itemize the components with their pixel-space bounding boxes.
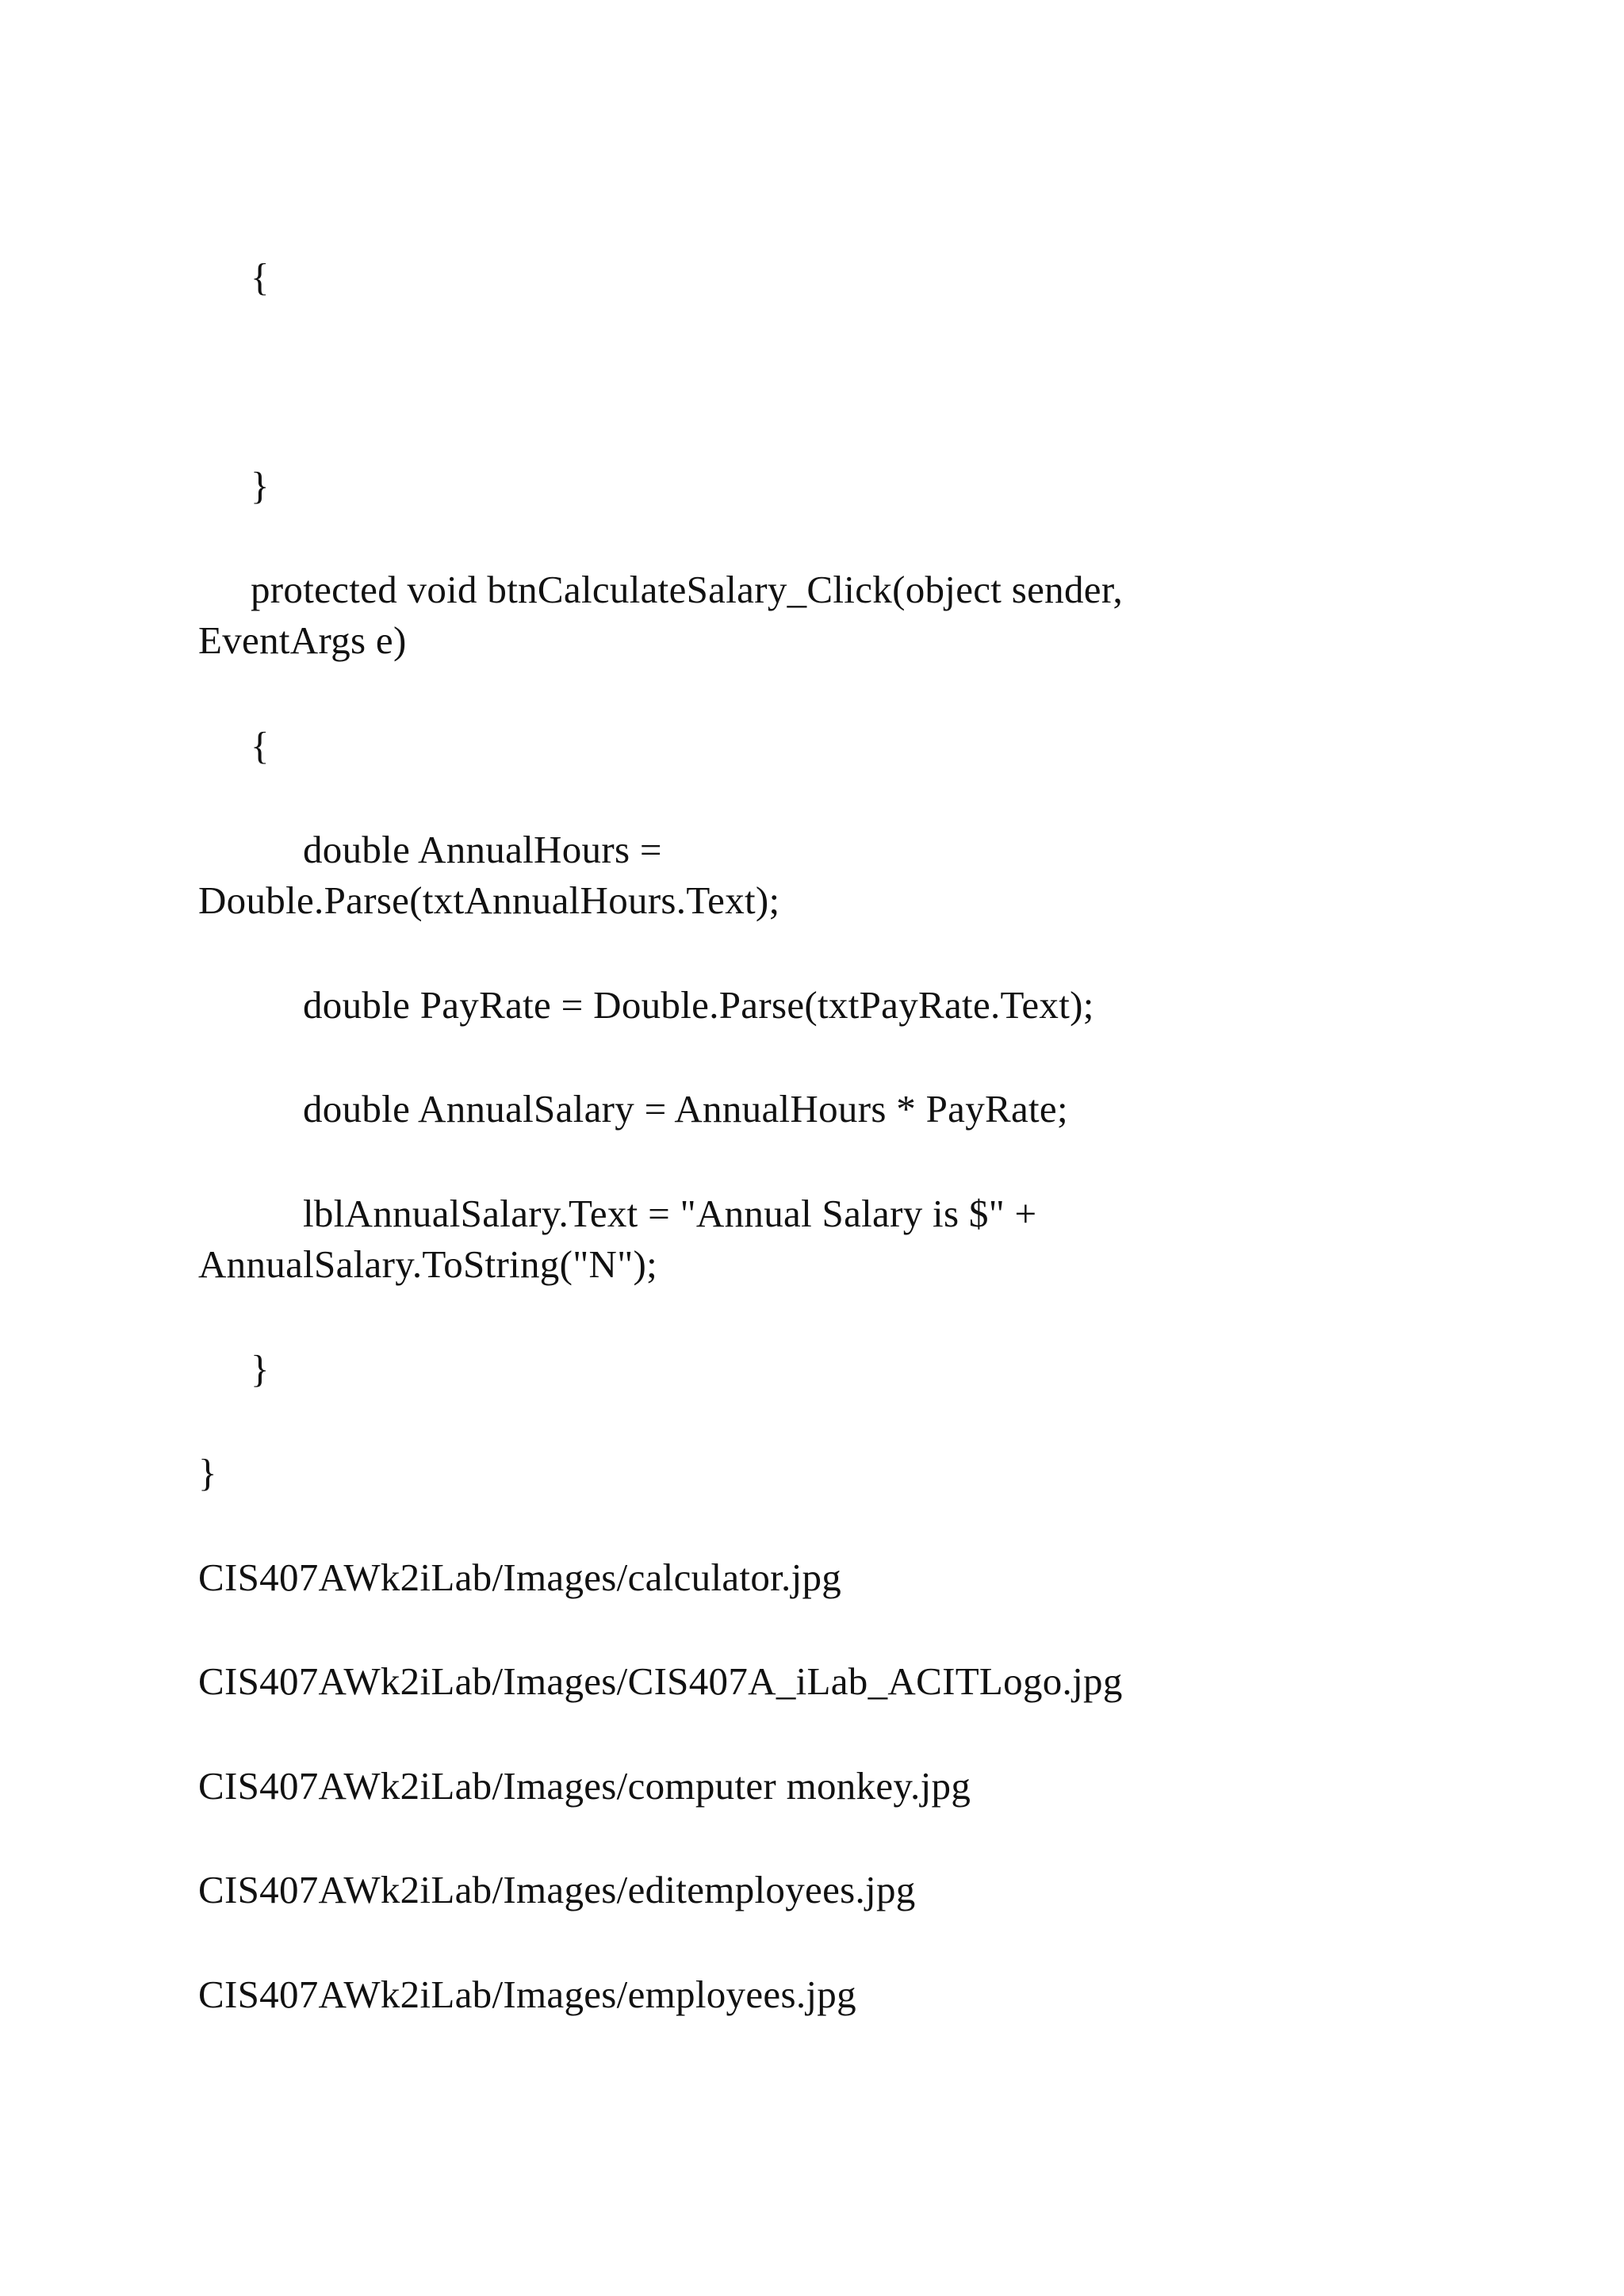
code-pay-rate: double PayRate = Double.Parse(txtPayRate.Text);	[303, 983, 1094, 1027]
code-close-brace-3: }	[198, 1451, 217, 1494]
code-label-line2: AnnualSalary.ToString("N");	[198, 1242, 658, 1286]
file-path-computer-monkey: CIS407AWk2iLab/Images/computer monkey.jpg	[198, 1764, 971, 1808]
code-close-brace-2: }	[251, 1347, 270, 1391]
code-label-line1: lblAnnualSalary.Text = "Annual Salary is $" +	[303, 1192, 1037, 1235]
code-annual-hours-line1: double AnnualHours =	[303, 828, 662, 871]
code-method-signature-line1: protected void btnCalculateSalary_Click(object sender,	[251, 568, 1124, 611]
code-open-brace-1: {	[251, 255, 270, 299]
code-annual-hours-line2: Double.Parse(txtAnnualHours.Text);	[198, 878, 780, 922]
code-close-brace-1: }	[251, 464, 270, 507]
file-path-editemployees: CIS407AWk2iLab/Images/editemployees.jpg	[198, 1868, 916, 1911]
file-path-employees: CIS407AWk2iLab/Images/employees.jpg	[198, 1973, 856, 2016]
code-method-signature-line2: EventArgs e)	[198, 618, 407, 662]
code-open-brace-2: {	[251, 724, 270, 767]
file-path-acit-logo: CIS407AWk2iLab/Images/CIS407A_iLab_ACITLogo.jpg	[198, 1659, 1123, 1703]
code-annual-salary: double AnnualSalary = AnnualHours * PayRate;	[303, 1087, 1068, 1131]
file-path-calculator: CIS407AWk2iLab/Images/calculator.jpg	[198, 1556, 842, 1599]
